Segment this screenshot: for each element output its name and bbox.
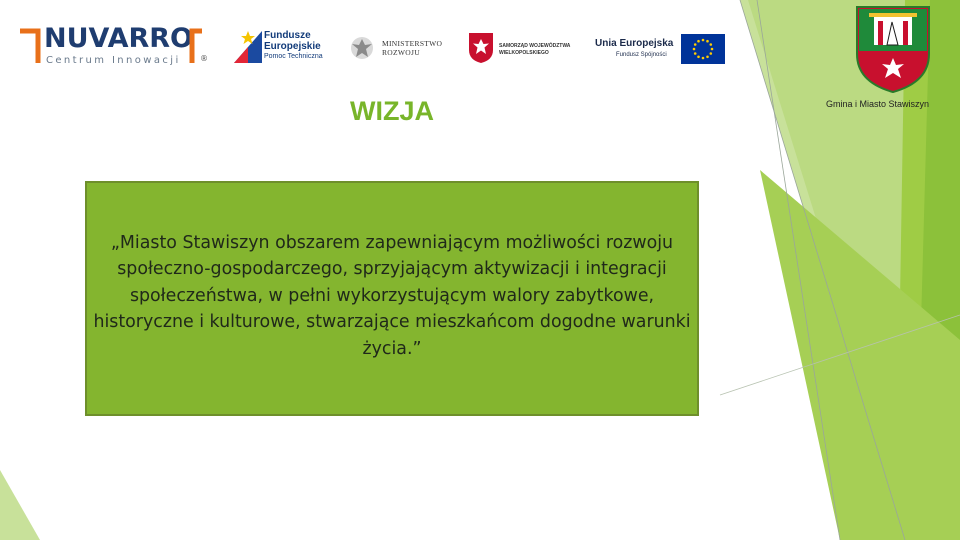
white-eagle-icon <box>348 33 376 63</box>
fundusze-line3: Pomoc Techniczna <box>264 53 323 60</box>
unia-europejska-logo <box>592 33 727 65</box>
unia-line2: Fundusz Spójności <box>616 52 667 58</box>
unia-line1: Unia Europejska <box>595 38 674 49</box>
coat-of-arms-caption: Gmina i Miasto Stawiszyn <box>826 99 930 109</box>
samorzad-line1: SAMORZĄD WOJEWÓDZTWA <box>499 43 571 49</box>
partner-logos <box>0 0 960 109</box>
nuvarro-subtitle: Centrum Innowacji <box>46 55 181 66</box>
fundusze-line1: Fundusze <box>264 30 311 41</box>
nuvarro-name: NUVARRO <box>44 23 194 54</box>
star-stripes-icon <box>234 29 262 63</box>
ministerstwo-rozwoju-logo <box>348 33 448 63</box>
samorzad-wojewodztwa-logo <box>468 32 598 64</box>
eu-flag-icon <box>681 34 725 64</box>
vision-statement: „Miasto Stawiszyn obszarem zapewniającym możliwości rozwoju społeczno-gospodarczego, sprzyjającym aktywizacji i integracji społeczeństwa, w pełni wykorzystującym walory zabytkowe, historyczne i kulturowe, stwarzające mieszkańcom dogodne warunki życia.” <box>93 233 691 359</box>
vision-box <box>85 181 699 416</box>
stawiszyn-coat-of-arms-icon <box>854 4 932 94</box>
bracket-logo-icon <box>18 27 44 67</box>
registered-mark: ® <box>200 54 208 63</box>
samorzad-line2: WIELKOPOLSKIEGO <box>499 50 549 56</box>
deco-facet-bottom-left <box>0 470 40 540</box>
red-shield-eagle-icon <box>468 32 494 64</box>
slide-title: WIZJA <box>350 96 434 126</box>
ministerstwo-line1: MINISTERSTWO <box>382 39 443 48</box>
fundusze-europejskie-logo <box>234 29 334 65</box>
fundusze-line2: Europejskie <box>264 41 321 52</box>
ministerstwo-line2: ROZWOJU <box>382 48 420 57</box>
nuvarro-logo <box>18 24 213 68</box>
